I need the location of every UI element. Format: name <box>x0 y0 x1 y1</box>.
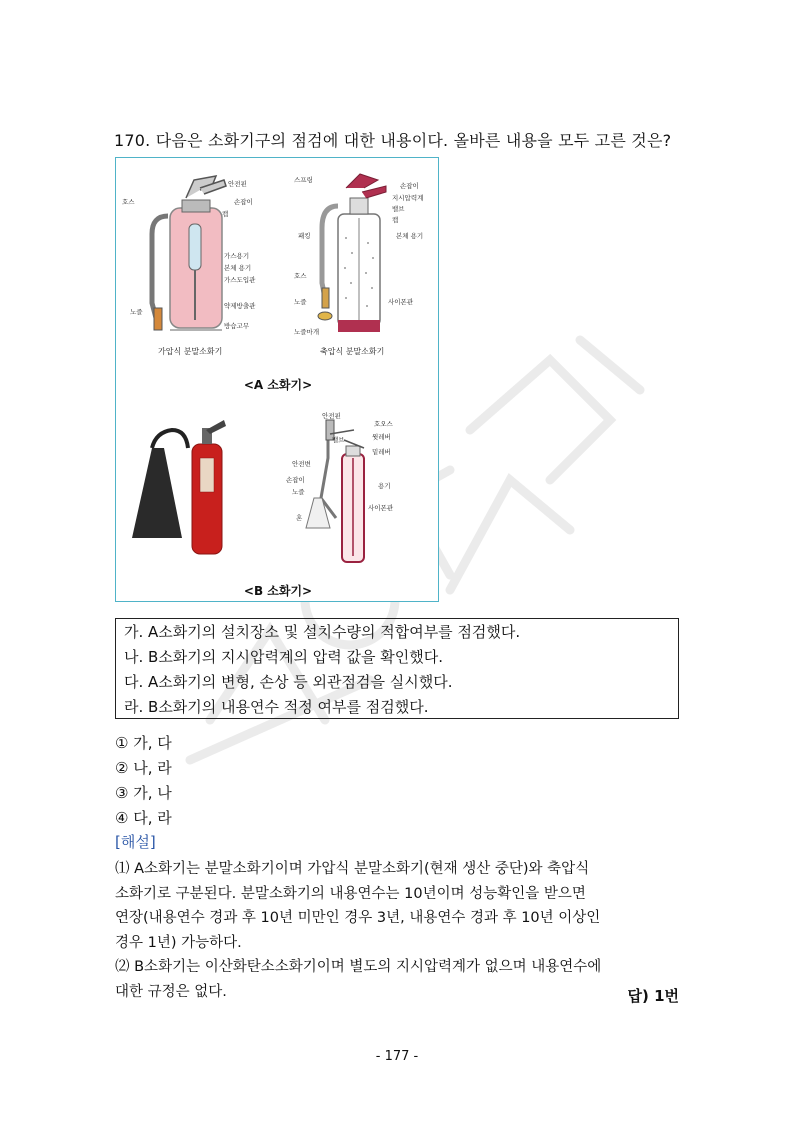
label-hose-right: 호스 <box>294 272 307 280</box>
label-horn: 혼 <box>296 514 303 522</box>
label-valve-right: 밸브 <box>392 205 405 213</box>
stored-pressure-extinguisher-drawing <box>318 174 386 332</box>
answer-text: 답) 1번 <box>627 987 679 1005</box>
statements-box <box>115 618 679 719</box>
label-spring: 스프링 <box>294 176 313 184</box>
label-packing: 패킹 <box>298 232 311 240</box>
statement-da: 다. A소화기의 변형, 손상 등 외관점검을 실시했다. <box>124 673 453 691</box>
statement-na: 나. B소화기의 지시압력계의 압력 값을 확인했다. <box>124 648 443 666</box>
explanation-line-5: ⑵ B소화기는 이산화탄소소화기이며 별도의 지시압력계가 없으며 내용연수에 <box>115 959 602 975</box>
question-text: 170. 다음은 소화기구의 점검에 대한 내용이다. 올바른 내용을 모두 고른 것은? <box>114 131 672 150</box>
label-valve-co2: 밸브 <box>332 436 345 444</box>
statement-ra: 라. B소화기의 내용연수 적정 여부를 점검했다. <box>124 698 429 716</box>
label-siphon-right: 사이폰관 <box>388 298 414 306</box>
answer-options <box>115 731 172 831</box>
option-1: ① 가, 다 <box>115 734 172 752</box>
label-cap-right: 캡 <box>392 216 399 224</box>
label-lower-lever: 밑레버 <box>372 448 391 456</box>
caption-stored-pressure: 축압식 분말소화기 <box>320 347 385 356</box>
label-nozzle-co2: 노즐 <box>292 488 305 496</box>
gas-pressure-extinguisher-drawing <box>152 176 229 330</box>
caption-gas-pressure: 가압식 분말소화기 <box>158 347 223 356</box>
label-gauge: 지시압력계 <box>392 194 424 202</box>
label-handle-right: 손잡이 <box>400 182 419 190</box>
label-hose-left: 호스 <box>122 198 135 206</box>
label-anti-moisture: 방습고무 <box>224 322 250 330</box>
label-container-co2: 용기 <box>378 482 391 490</box>
label-hose-co2: 호오스 <box>374 420 393 428</box>
label-siphon-co2: 사이폰관 <box>368 504 394 512</box>
label-discharge-tube: 약제방출관 <box>224 302 256 310</box>
explanation-body <box>115 857 680 1004</box>
explanation-title: [해설] <box>115 833 156 851</box>
label-body-container-left: 본체 용기 <box>224 264 252 272</box>
label-nozzle-right: 노즐 <box>294 298 307 306</box>
option-2: ② 나, 라 <box>115 759 172 777</box>
co2-extinguisher-photo <box>132 420 226 554</box>
label-safety-pin-left: 안전핀 <box>228 180 247 188</box>
option-3: ③ 가, 나 <box>115 784 172 802</box>
label-safety-valve: 안전변 <box>292 460 311 468</box>
label-nozzle-left: 노즐 <box>130 308 143 316</box>
page-number: - 177 - <box>375 1049 419 1064</box>
label-safety-pin-co2: 안전핀 <box>322 412 341 420</box>
figure-panel <box>115 157 439 602</box>
label-upper-lever: 윗레버 <box>372 433 391 441</box>
label-gas-container: 가스용기 <box>224 252 250 260</box>
explanation-line-1: ⑴ A소화기는 분말소화기이며 가압식 분말소화기(현재 생산 중단)와 축압식 <box>115 861 590 877</box>
explanation-line-3: 연장(내용연수 경과 후 10년 미만인 경우 3년, 내용연수 경과 후 10년 이상인 <box>115 910 601 926</box>
explanation-line-6: 대한 규정은 없다. <box>115 983 227 1000</box>
caption-b: <B 소화기> <box>243 584 313 598</box>
label-gas-tube: 가스도입관 <box>224 276 256 284</box>
statement-ga: 가. A소화기의 설치장소 및 설치수량의 적합여부를 점검했다. <box>124 623 521 641</box>
label-body-container-right: 본체 용기 <box>396 232 424 240</box>
explanation-line-4: 경우 1년) 가능하다. <box>115 934 242 951</box>
label-handle-co2: 손잡이 <box>286 476 305 484</box>
explanation-line-2: 소화기로 구분된다. 분말소화기의 내용연수는 10년이며 성능확인을 받으면 <box>115 885 586 902</box>
caption-a: <A 소화기> <box>243 378 313 392</box>
label-nozzle-cap: 노즐마개 <box>294 328 320 336</box>
option-4: ④ 다, 라 <box>115 809 172 827</box>
label-handle-left: 손잡이 <box>234 198 253 206</box>
label-cap-left: 캡 <box>222 210 229 218</box>
